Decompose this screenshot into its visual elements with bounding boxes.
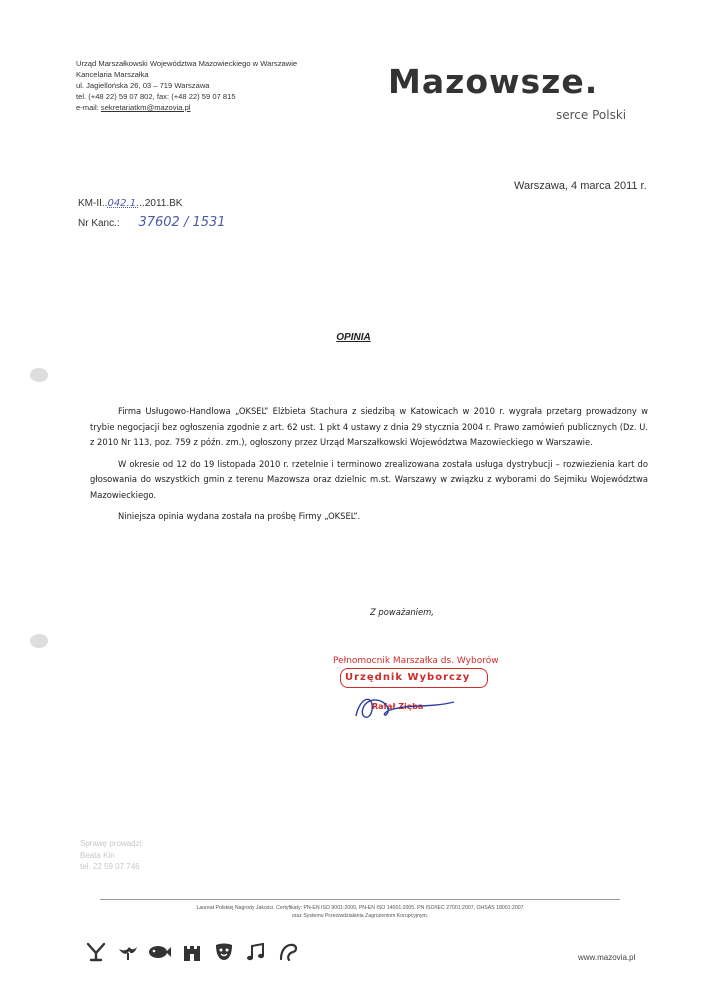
fish-icon	[148, 940, 172, 964]
footer-divider	[100, 899, 620, 900]
certifications-footer: Laureat Polskiej Nagrody Jakości. Certyfikaty: PN-EN ISO 9001:2009, PN-EN ISO 14001:2005, PN ISO/IEC 27001:2007, OHSAS 18001:2007 oraz Systemu Przeciwdziałania Zagrożeniom Korupcyjnym.	[196, 905, 524, 919]
closing-phrase: Z poważaniem,	[370, 607, 434, 617]
letterhead-phone: tel. (+48 22) 59 07 802, fax: (+48 22) 59 07 815	[76, 92, 236, 101]
stamp-title: Pełnomocnik Marszałka ds. Wyborów	[333, 656, 499, 666]
handwritten-kanc-number: 37602 / 1531	[138, 215, 226, 230]
wine-glass-icon	[84, 940, 108, 964]
letterhead-office: Urząd Marszałkowski Województwa Mazowieckiego w Warszawie	[76, 59, 298, 68]
letterhead-email-line: e-mail: sekretariatkm@mazovia.pl	[76, 103, 191, 112]
theater-mask-icon	[212, 940, 236, 964]
footer-icon-row	[84, 940, 300, 964]
stamp-role: Urzędnik Wyborczy	[345, 672, 471, 683]
music-notes-icon	[244, 940, 268, 964]
handwritten-sign-number: 042.1.	[107, 198, 140, 209]
body-paragraph: W okresie od 12 do 19 listopada 2010 r. rzetelnie i terminowo zrealizowana została usługa dystrybucji – rozwiezienia kart do głosowania do wszystkich gmin z terenu Mazowsza oraz dzielnic m.st. Warszawy w związku z wyborami do Sejmiku Województwa Mazowieckiego.	[90, 458, 648, 500]
bird-icon	[116, 940, 140, 964]
document-title: OPINIA	[336, 332, 371, 343]
website-url[interactable]: www.mazovia.pl	[578, 953, 636, 962]
handled-by: Sprawę prowadzi: Beata Kin tel. 22 59 07 746	[80, 839, 144, 871]
horn-icon	[276, 940, 300, 964]
punch-hole-top	[30, 368, 48, 382]
body-paragraph: Firma Usługowo-Handlowa „OKSEL” Elżbieta Stachura z siedzibą w Katowicach w 2010 r. wygrała przetarg prowadzony w trybie negocjacji bez ogłoszenia zgodnie z art. 62 ust. 1 pkt 4 ustawy z dnia 29 stycznia 2004 r. Prawo zamówień publicznych (Dz. U. z 2010 Nr 113, poz. 759 z późn. zm.), ogłoszony przez Urząd Marszałkowski Województwa Mazowieckiego w Warszawie.	[90, 406, 648, 447]
castle-icon	[180, 940, 204, 964]
letterhead-department: Kancelaria Marszałka	[76, 70, 149, 79]
reference-sign: KM-II..042.1...2011.BK	[78, 198, 183, 209]
mazowsze-logo: Mazowsze.	[388, 62, 599, 101]
signature	[350, 688, 470, 728]
stamp-name: Rafał Zięba	[372, 702, 424, 711]
email-link[interactable]: sekretariatkm@mazovia.pl	[100, 103, 191, 112]
letter-body	[90, 404, 648, 531]
logo-tagline: serce Polski	[556, 108, 627, 122]
letterhead-address: ul. Jagiellońska 26, 03 – 719 Warszawa	[76, 81, 210, 90]
punch-hole-bottom	[30, 634, 48, 648]
letter-date: Warszawa, 4 marca 2011 r.	[514, 180, 647, 192]
letterhead	[76, 58, 297, 113]
kancelaria-number: Nr Kanc.: 37602 / 1531	[78, 215, 226, 230]
body-paragraph: Niniejsza opinia wydana została na prośbę Firmy „OKSEL”.	[118, 511, 361, 521]
